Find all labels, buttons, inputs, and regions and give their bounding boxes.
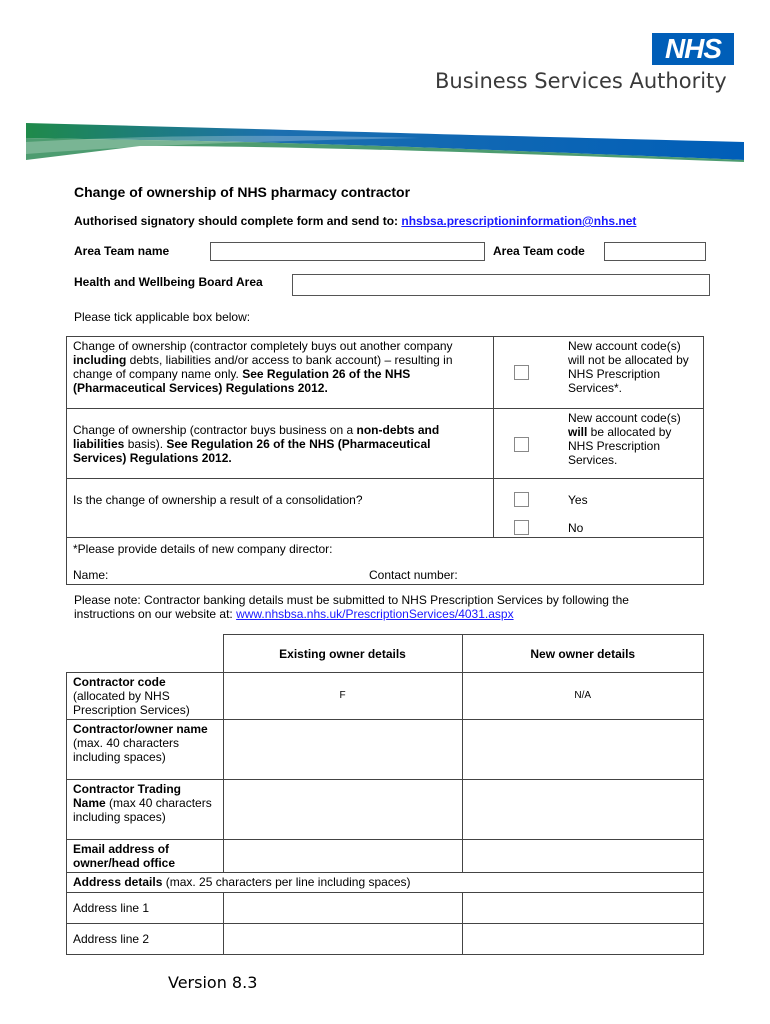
instruction-line <box>74 214 636 228</box>
address-line2-new[interactable] <box>462 924 704 955</box>
website-link[interactable]: www.nhsbsa.nhs.uk/PrescriptionServices/4031.aspx <box>236 607 514 621</box>
col-new-header: New owner details <box>462 635 704 673</box>
address-line1-existing[interactable] <box>223 893 462 924</box>
owner-name-existing[interactable] <box>223 720 462 780</box>
area-team-name-field[interactable] <box>210 242 485 261</box>
director-contact-label: Contact number: <box>369 568 458 582</box>
hwb-label: Health and Wellbeing Board Area <box>74 275 263 289</box>
owner-name-new[interactable] <box>462 720 704 780</box>
trading-name-label: Contractor Trading Name (max 40 characters including spaces) <box>67 780 224 840</box>
instruction-text: Authorised signatory should complete form and send to: <box>74 214 399 228</box>
address-line2-existing[interactable] <box>223 924 462 955</box>
org-name: Business Services Authority <box>435 69 727 93</box>
details-corner <box>67 635 224 673</box>
contractor-code-new: N/A <box>462 673 704 720</box>
nhs-logo: NHS <box>652 33 734 65</box>
consolidation-answers <box>560 479 704 538</box>
yes-label: Yes <box>568 493 588 507</box>
option2-text: Change of ownership (contractor buys business on a non-debts and liabilities basis). See Regulation 26 of the NHS (Pharmaceutical Services) Regulations 2012. <box>67 409 494 479</box>
address-details-header: Address details (max. 25 characters per line including spaces) <box>67 873 704 893</box>
option2-result: New account code(s) will be allocated by NHS Prescription Services. <box>560 409 704 479</box>
director-details <box>67 538 704 585</box>
owner-name-label: Contractor/owner name (max. 40 characters including spaces) <box>67 720 224 780</box>
area-team-name-label: Area Team name <box>74 244 170 258</box>
contractor-code-existing[interactable]: F <box>223 673 462 720</box>
consolidation-question: Is the change of ownership a result of a consolidation? <box>67 479 494 538</box>
area-team-code-label: Area Team code <box>493 244 585 258</box>
option1-checkbox-cell <box>494 337 561 409</box>
hwb-field[interactable] <box>292 274 710 296</box>
area-team-code-field[interactable] <box>604 242 706 261</box>
form-title: Change of ownership of NHS pharmacy contractor <box>74 184 411 200</box>
details-table <box>66 634 704 955</box>
director-note: *Please provide details of new company director: <box>73 542 333 556</box>
email-label: Email address of owner/head office <box>67 840 224 873</box>
option2-checkbox-cell <box>494 409 561 479</box>
banner-swoosh <box>0 118 770 168</box>
option1-result: New account code(s) will not be allocated by NHS Prescription Services*. <box>560 337 704 409</box>
director-name-label: Name: <box>73 568 109 582</box>
address-line2-label: Address line 2 <box>67 924 224 955</box>
email-new[interactable] <box>462 840 704 873</box>
trading-name-existing[interactable] <box>223 780 462 840</box>
email-existing[interactable] <box>223 840 462 873</box>
option1-checkbox[interactable] <box>514 365 529 380</box>
address-line1-new[interactable] <box>462 893 704 924</box>
col-existing-header: Existing owner details <box>223 635 462 673</box>
contractor-code-label: Contractor code (allocated by NHS Prescription Services) <box>67 673 224 720</box>
option1-text: Change of ownership (contractor completely buys out another company including debts, liabilities and/or access to bank account) – resulting in change of company name only. See Regulation 26 of the NHS (Pharmaceutical Services) Regulations 2012. <box>67 337 494 409</box>
option2-checkbox[interactable] <box>514 437 529 452</box>
consolidation-checkbox-cell <box>494 479 561 538</box>
banking-note: Please note: Contractor banking details must be submitted to NHS Prescription Services by following the instructions on our website at: www.nhsbsa.nhs.uk/PrescriptionServices/4031.aspx <box>74 593 629 621</box>
tick-prompt: Please tick applicable box below: <box>74 310 251 324</box>
consolidation-no-checkbox[interactable] <box>514 520 529 535</box>
consolidation-yes-checkbox[interactable] <box>514 492 529 507</box>
no-label: No <box>568 521 584 535</box>
version-label: Version 8.3 <box>168 973 258 992</box>
email-link[interactable]: nhsbsa.prescriptioninformation@nhs.net <box>401 214 637 228</box>
trading-name-new[interactable] <box>462 780 704 840</box>
options-table <box>66 336 704 585</box>
address-line1-label: Address line 1 <box>67 893 224 924</box>
